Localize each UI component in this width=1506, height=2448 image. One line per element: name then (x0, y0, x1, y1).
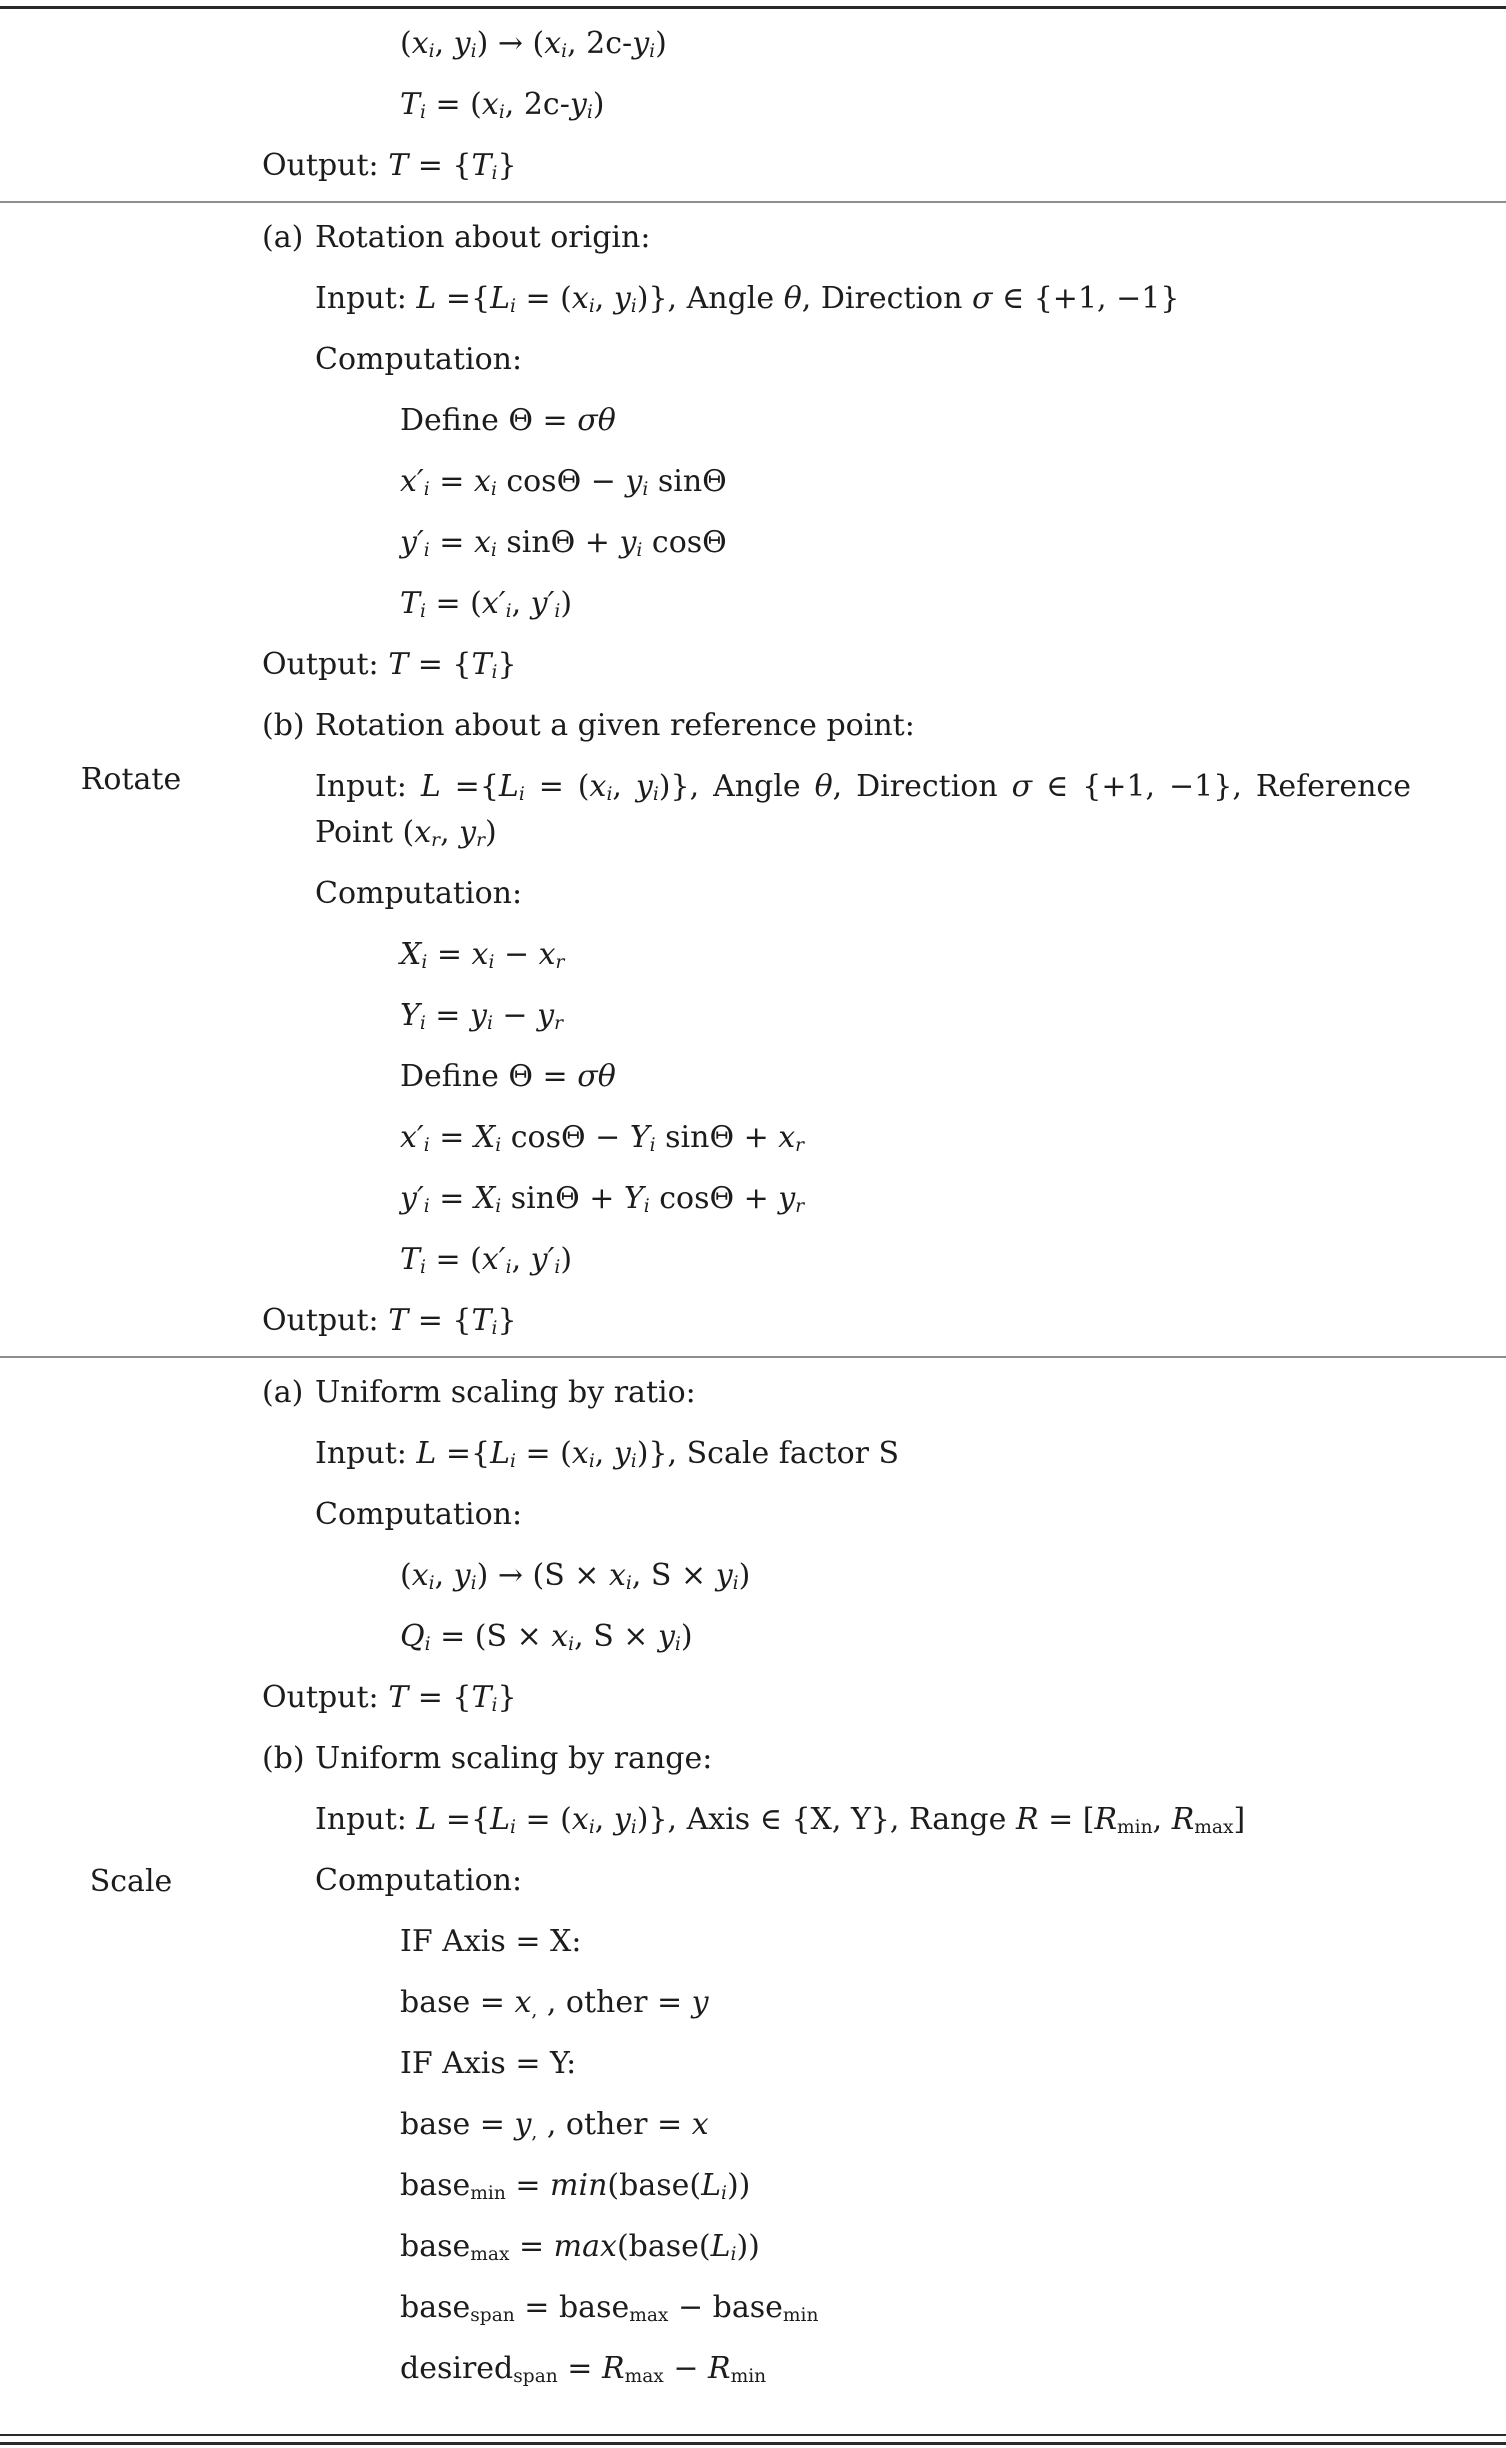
formula-line (262, 932, 1411, 978)
formula-line-text: $T_i = (x'_i$, $y'_i$) (400, 1242, 573, 1279)
computation-label (262, 1858, 1411, 1904)
item-heading-text: Uniform scaling by range: (315, 1741, 713, 1776)
output-line-text: Output: $T = \{T_i\}$ (262, 1303, 517, 1340)
input-line (262, 764, 1411, 856)
formula-line (262, 520, 1411, 566)
formula-line (262, 21, 1411, 67)
item-marker: (b) (262, 1741, 305, 1776)
input-line-text: Input: $L =\{L_i = (x_i$, $y_i$)}, Angle θ, Direction σ ∈ {+1, −1}, Reference Point ($x_r$, $y_r$) (315, 769, 1411, 852)
formula-line-text: $x'_i = x_i$ $\cos\Theta - y_i$ sinΘ (400, 464, 727, 501)
input-line (262, 1431, 1411, 1477)
formula-line-text: $x'_i = X_i$ $\cos\Theta - Y_i$ $\sin\Theta + x_r$ (400, 1120, 805, 1157)
formula-line-text: $Y_i = y_i - y_r$ (400, 998, 563, 1035)
input-line (262, 1797, 1411, 1843)
output-line (262, 1675, 1411, 1721)
input-line-text: Input: $L =\{L_i = (x_i$, $y_i$)}, Scale factor S (315, 1436, 900, 1473)
formula-line-text: base$_{max}$ = $\max(base(L_i))$ (400, 2229, 760, 2266)
input-line (262, 276, 1411, 322)
computation-label (262, 871, 1411, 917)
section-content (262, 1370, 1506, 2392)
table-body (0, 9, 1506, 2404)
table-section-scale (0, 1358, 1506, 2404)
item-marker: (a) (262, 1375, 304, 1410)
formula-line (262, 2224, 1411, 2270)
formula-line-text: $T_i = (x_i$, $2c-y_i$) (400, 87, 605, 124)
input-line-text: Input: $L =\{L_i = (x_i$, $y_i$)}, Angle θ, Direction σ ∈ {+1, −1} (315, 281, 1180, 318)
formula-line (262, 1614, 1411, 1660)
formula-line-text: base = $y_,$ , other = x (400, 2107, 709, 2144)
formula-line (262, 581, 1411, 627)
formula-line-text: Define Θ = σθ (400, 1059, 616, 1094)
item-heading (262, 1736, 1411, 1782)
input-line-text: Input: $L =\{L_i = (x_i$, $y_i$)}, Axis ∈ {X, Y}, Range $R = [R_{min}$, $R_{max}$] (315, 1802, 1246, 1839)
formula-line (262, 1115, 1411, 1161)
formula-line (262, 1919, 1411, 1965)
formula-line-text: $y'_i = x_i$ $\sin\Theta + y_i$ cosΘ (400, 525, 727, 562)
output-line (262, 1298, 1411, 1344)
table-bottom-rule (0, 2434, 1506, 2445)
output-line-text: Output: $T = \{T_i\}$ (262, 148, 517, 185)
formula-line (262, 2163, 1411, 2209)
formula-line-text: ($x_i$, $y_i) \to (S \times x_i$, $S \times y_i$) (400, 1558, 751, 1595)
computation-label (262, 337, 1411, 383)
formula-line (262, 2102, 1411, 2148)
formula-line-text: Define Θ = σθ (400, 403, 616, 438)
item-heading (262, 215, 1411, 261)
section-content (262, 21, 1506, 189)
item-heading (262, 703, 1411, 749)
formula-line (262, 1176, 1411, 1222)
formula-line-text: ($x_i$, $y_i) \to (x_i$, $2c-y_i$) (400, 26, 667, 63)
row-label-column (0, 1864, 262, 1899)
table-section-rotate (0, 203, 1506, 1356)
computation-label-text: Computation: (315, 876, 523, 911)
formula-line-text: $Q_i = (S \times x_i$, $S \times y_i$) (400, 1619, 693, 1656)
formula-line (262, 2041, 1411, 2087)
formula-line (262, 459, 1411, 505)
formula-line (262, 1553, 1411, 1599)
formula-line-text: base$_{min}$ = $\min(base(L_i))$ (400, 2168, 751, 2205)
formula-line-text: IF Axis = X: (400, 1924, 582, 1959)
item-heading (262, 1370, 1411, 1416)
formula-line-text: $T_i = (x'_i$, $y'_i$) (400, 586, 573, 623)
output-line (262, 143, 1411, 189)
formula-line-text: desired$_{span}$ = $R_{max} - R_{min}$ (400, 2351, 767, 2388)
item-heading-text: Rotation about origin: (315, 220, 651, 255)
section-content (262, 215, 1506, 1344)
formula-line-text: $X_i = x_i - x_r$ (400, 937, 565, 974)
item-marker: (b) (262, 708, 305, 743)
formula-line (262, 1054, 1411, 1100)
formula-line (262, 2346, 1411, 2392)
formula-line (262, 1980, 1411, 2026)
computation-label-text: Computation: (315, 1497, 523, 1532)
bottom-rule-line-1 (0, 2434, 1506, 2436)
formula-line-text: IF Axis = Y: (400, 2046, 577, 2081)
formula-line (262, 2285, 1411, 2331)
formula-line (262, 1237, 1411, 1283)
formula-line (262, 398, 1411, 444)
output-line-text: Output: $T = \{T_i\}$ (262, 647, 517, 684)
bottom-rule-line-2 (0, 2442, 1506, 2445)
computation-label-text: Computation: (315, 1863, 523, 1898)
row-label-scale: Scale (89, 1863, 173, 1899)
output-line-text: Output: $T = \{T_i\}$ (262, 1680, 517, 1717)
formula-line (262, 993, 1411, 1039)
row-label-rotate: Rotate (80, 762, 182, 797)
computation-label-text: Computation: (315, 342, 523, 377)
item-heading-text: Uniform scaling by ratio: (315, 1375, 696, 1410)
item-marker: (a) (262, 220, 304, 255)
formula-line-text: base = $x_,$ , other = y (400, 1985, 709, 2022)
formula-line-text: base$_{span}$ = base$_{max}$ − base$_{min}$ (400, 2290, 819, 2327)
item-heading-text: Rotation about a given reference point: (315, 708, 915, 743)
table-section-continued (0, 9, 1506, 201)
computation-label (262, 1492, 1411, 1538)
formula-line-text: $y'_i = X_i$ $\sin\Theta + Y_i$ $\cos\Theta + y_r$ (400, 1181, 805, 1218)
output-line (262, 642, 1411, 688)
row-label-column (0, 762, 262, 797)
formula-line (262, 82, 1411, 128)
